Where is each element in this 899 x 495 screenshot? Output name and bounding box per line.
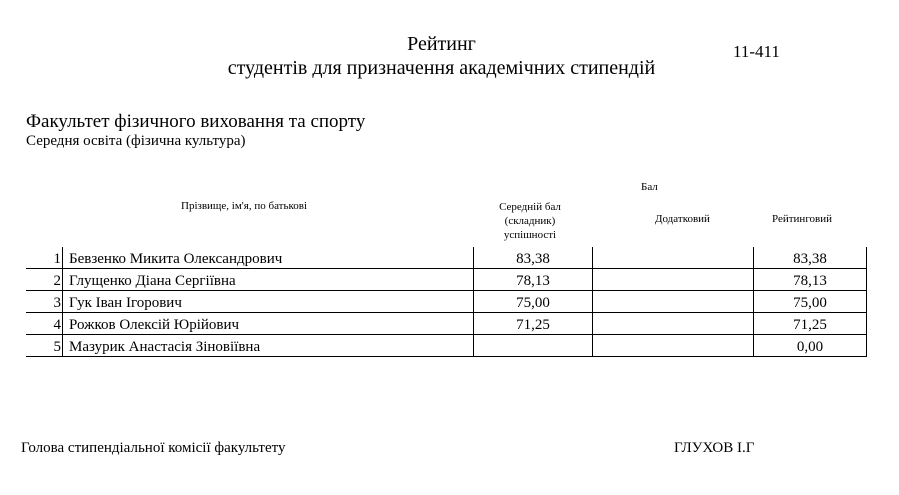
document-subtitle: студентів для призначення академічних стипендій	[227, 57, 656, 79]
additional-score	[593, 291, 754, 313]
rating-score: 78,13	[754, 269, 867, 291]
additional-score	[593, 335, 754, 357]
average-score	[474, 335, 593, 357]
row-number: 3	[26, 291, 63, 313]
column-header-additional: Додатковий	[655, 213, 710, 225]
commission-head-title: Голова стипендіальної комісії факультету	[21, 440, 286, 456]
commission-head-name: ГЛУХОВ І.Г	[674, 440, 755, 456]
rating-score: 75,00	[754, 291, 867, 313]
row-edge	[867, 291, 874, 313]
document-title: Рейтинг	[407, 33, 476, 55]
row-edge	[867, 313, 874, 335]
row-number: 2	[26, 269, 63, 291]
additional-score	[593, 269, 754, 291]
column-header-average-line1: Середній бал	[499, 201, 561, 213]
score-group-header: Бал	[641, 181, 658, 193]
average-score: 75,00	[474, 291, 593, 313]
row-edge	[867, 335, 874, 357]
column-header-average-line3: успішності	[503, 229, 557, 241]
column-header-name: Прізвище, ім'я, по батькові	[181, 200, 308, 212]
rating-score: 83,38	[754, 247, 867, 269]
row-number: 1	[26, 247, 63, 269]
student-name: Бевзенко Микита Олександрович	[63, 247, 474, 269]
additional-score	[593, 313, 754, 335]
program-name: Середня освіта (фізична культура)	[26, 133, 246, 149]
row-number: 4	[26, 313, 63, 335]
group-code: 11-411	[733, 42, 780, 61]
table-row	[26, 269, 873, 291]
student-name: Рожков Олексій Юрійович	[63, 313, 474, 335]
row-edge	[867, 269, 874, 291]
table-row	[26, 313, 873, 335]
faculty-name: Факультет фізичного виховання та спорту	[26, 111, 366, 132]
additional-score	[593, 247, 754, 269]
row-number: 5	[26, 335, 63, 357]
column-header-rating: Рейтинговий	[772, 213, 833, 225]
row-edge	[867, 247, 874, 269]
student-name: Гук Іван Ігорович	[63, 291, 474, 313]
rating-table	[26, 247, 873, 357]
student-name: Мазурик Анастасія Зіновіївна	[63, 335, 474, 357]
average-score: 83,38	[474, 247, 593, 269]
average-score: 78,13	[474, 269, 593, 291]
column-header-average-line2: (складник)	[504, 215, 556, 227]
table-row	[26, 247, 873, 269]
table-row	[26, 291, 873, 313]
rating-score: 71,25	[754, 313, 867, 335]
column-header-average	[489, 200, 571, 242]
average-score: 71,25	[474, 313, 593, 335]
student-name: Глущенко Діана Сергіївна	[63, 269, 474, 291]
rating-score: 0,00	[754, 335, 867, 357]
table-row	[26, 335, 873, 357]
